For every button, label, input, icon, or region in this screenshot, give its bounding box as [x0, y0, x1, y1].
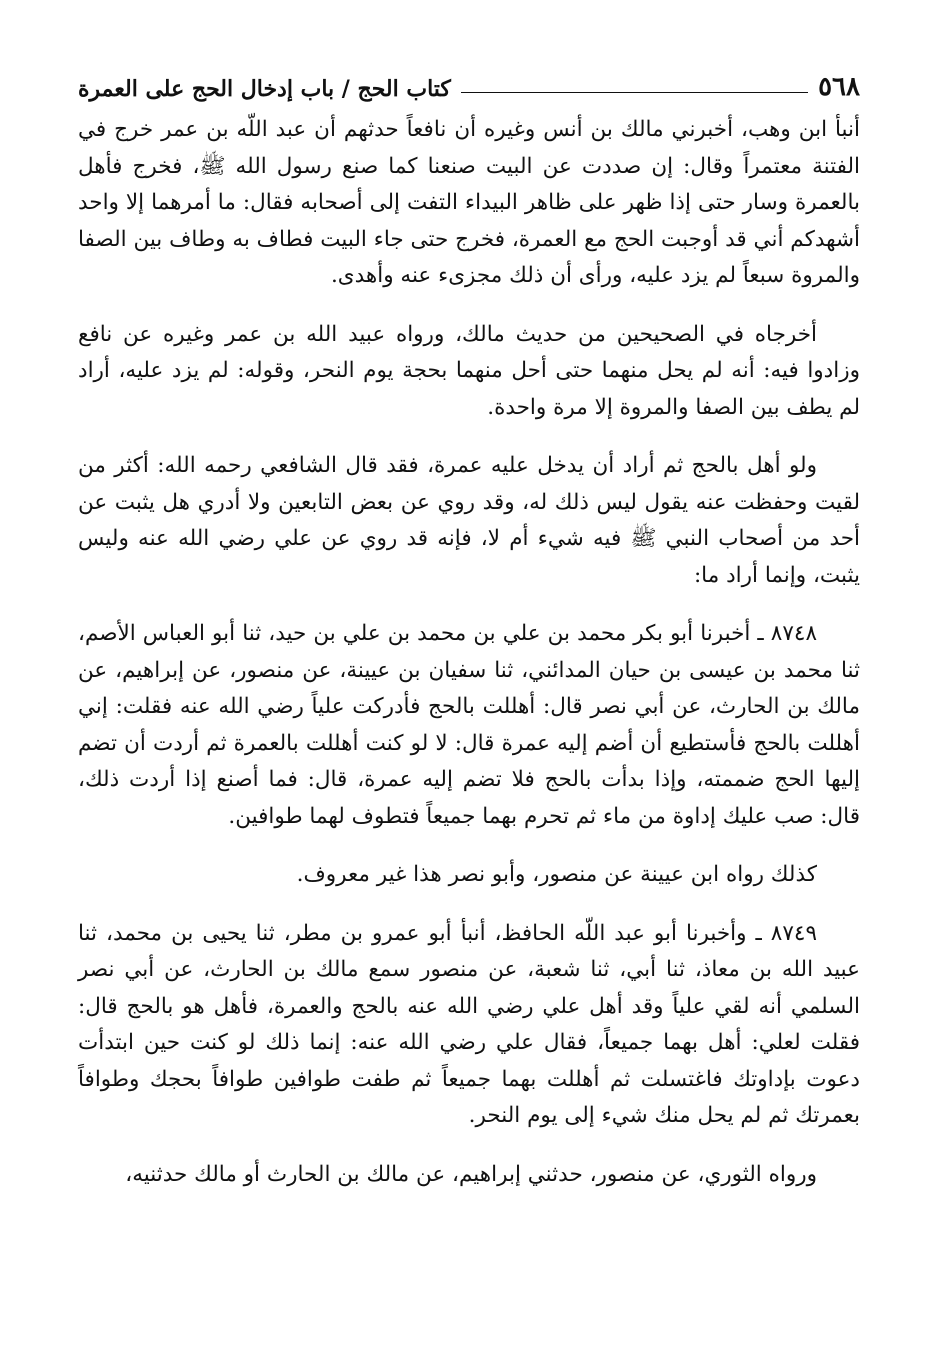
header-rule — [461, 92, 808, 93]
paragraph-isnad-ibn-wahb: أنبأ ابن وهب، أخبرني مالك بن أنس وغيره أن نافعاً حدثهم أن عبد اللّه بن عمر خرج في الفتنة معتمراً وقال: إن صددت عن البيت صنعنا كما صنع رسول الله ﷺ، فخرج فأهل بالعمرة وسار حتى إذا ظهر على ظاهر البيداء التفت إلى أصحابه فقال: ما أمرهما إلا واحد أشهدكم أني قد أوجبت الحج مع العمرة، فخرج حتى جاء البيت فطاف به وطاف بين الصفا والمروة سبعاً لم يزد عليه، ورأى أن ذلك مجزىء عنه وأهدى. — [78, 117, 860, 288]
paragraph-takhrij: أخرجاه في الصحيحين من حديث مالك، ورواه عبيد الله بن عمر وغيره عن نافع وزادوا فيه: أنه لم يحل منهما حتى أحل منهما بحجة يوم النحر، وقوله: لم يزد عليه، أراد لم يطف بين الصفا والمروة إلا مرة واحدة. — [78, 321, 860, 420]
running-title: كتاب الحج / باب إدخال الحج على العمرة — [78, 76, 451, 102]
paragraph-hadith-8748: ٨٧٤٨ ـ أخبرنا أبو بكر محمد بن علي بن محمد بن علي بن حيد، ثنا أبو العباس الأصم، ثنا محمد بن عيسى بن حيان المدائني، ثنا سفيان بن عيينة، عن منصور، عن إبراهيم، عن مالك بن الحارث، عن أبي نصر قال: أهللت بالحج فأدركت علياً رضي الله عنه فقلت: إني أهللت بالحج فأستطيع أن أضم إليه عمرة قال: لا لو كنت أهللت بالعمرة ثم أردت أن تضم إليها الحج ضممته، وإذا بدأت بالحج فلا تضم إليه عمرة، قال: فما أصنع إذا أردت ذلك، قال: صب عليك إداوة من ماء ثم تحرم بهما جميعاً فتطوف لهما طوافين. — [78, 621, 860, 829]
paragraph-shafii: ولو أهل بالحج ثم أراد أن يدخل عليه عمرة، فقد قال الشافعي رحمه الله: أكثر من لقيت وحفظت عنه يقول ليس ذلك له، وقد روي عن بعض التابعين ولا أدري هل يثبت عن أحد من أصحاب النبي ﷺ فيه شيء أم لا، فإنه قد روي عن علي رضي الله عنه وليس يثبت، وإنما أراد ما: — [78, 453, 860, 588]
paragraph-note-ibn-uyayna: كذلك رواه ابن عيينة عن منصور، وأبو نصر هذا غير معروف. — [296, 862, 817, 887]
running-header — [78, 60, 860, 102]
paragraph-hadith-8749: ٨٧٤٩ ـ وأخبرنا أبو عبد اللّه الحافظ، أنبأ أبو عمرو بن مطر، ثنا يحيى بن محمد، ثنا عبيد الله بن معاذ، ثنا أبي، ثنا شعبة، عن منصور سمع مالك بن الحارث، عن أبي نصر السلمي أنه لقي علياً وقد أهل علي رضي الله عنه بالحج والعمرة، فأهل هو بالحج قال: فقلت لعلي: أهل بهما جميعاً، فقال علي رضي الله عنه: إنما ذلك لو كنت حين ابتدأت دعوت بإداوتك فاغتسلت ثم أهللت بهما جميعاً ثم طفت طوافين طوافاً بحجك وطوافاً بعمرتك ثم لم يحل منك شيء إلى يوم النحر. — [78, 920, 860, 1128]
page — [78, 60, 860, 1215]
paragraph-thawri: ورواه الثوري، عن منصور، حدثني إبراهيم، عن مالك بن الحارث أو مالك حدثنيه، — [125, 1161, 817, 1187]
page-number: ٥٦٨ — [818, 72, 860, 102]
